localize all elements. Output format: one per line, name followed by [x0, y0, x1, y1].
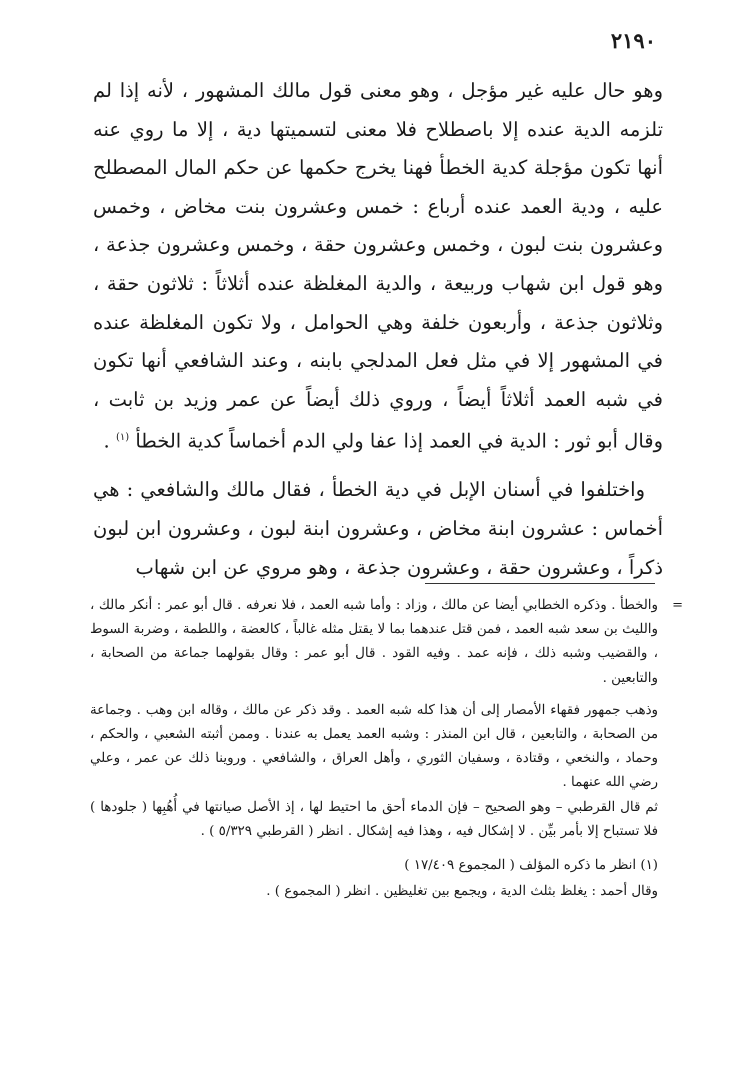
- footnote-reference: (١): [115, 432, 130, 444]
- paragraph-text: وهو حال عليه غير مؤجل ، وهو معنى قول مالك المشهور ، لأنه إذا لم تلزمه الدية عنده إلا باصطلاح فلا معنى لتسميتها دية ، إلا ما روي عنه أنها تكون مؤجلة كدية الخطأ فهنا يخرج حكمها عن حكم المال المصطلح عليه ، ودية العمد عنده أرباع : خمس وعشرون بنت مخاض ، وخمس وعشرون بنت لبون ، وخمس وعشرون حقة ، وخمس وعشرون جذعة ، وهو قول ابن شهاب وربيعة ، والدية المغلظة عنده أثلاثاً : ثلاثون حقة ، وثلاثون جذعة ، وأربعون خلفة وهي الحوامل ، ولا تكون المغلظة عنده في المشهور إلا في مثل فعل المدلجي بابنه ، وعند الشافعي أنها تكون في شبه العمد أثلاثاً أيضاً ، وروي ذلك أيضاً عن عمر وزيد بن ثابت ، وقال أبو ثور : الدية في العمد إذا عفا ولي الدم أخماساً كدية الخطأ: [93, 79, 663, 453]
- footnote-separator: [425, 583, 655, 584]
- footnote-continuation: [90, 594, 683, 691]
- main-text: [93, 72, 663, 587]
- footnote-1: (١) انظر ما ذكره المؤلف ( المجموع ١٧/٤٠٩ ): [404, 858, 658, 874]
- paragraph-end: .: [103, 429, 116, 453]
- footnote-text: وذهب جمهور فقهاء الأمصار إلى أن هذا كله شبه العمد . وقد ذكر عن مالك ، وقاله ابن وهب . وجماعة من الصحابة ، والتابعين ، قال ابن المنذر : وشبه العمد يعمل به عندنا . وممن أثبته الشعبي ، والحكم ، وحماد ، والنخعي ، وقتادة ، وسفيان الثوري ، وأهل العراق ، والشافعي . وروينا ذلك عن عمر ، وعلي رضي الله عنهما .: [90, 702, 659, 791]
- page-number: ٢١٩٠: [610, 28, 656, 53]
- footnote-text: والخطأ . وذكره الخطابي أيضا عن مالك ، وزاد : وأما شبه العمد ، فلا نعرفه . قال أبو عمر : أنكر مالك ، والليث بن سعد شبه العمد ، فمن قتل عندهما بما لا يقتل مثله غالباً ، كالعضة ، واللطمة ، وضربة السوط ، والقضيب وشبه ذلك ، فإنه عمد . وفيه القود . قال أبو عمر : وقال بقولهما جماعة من الصحابة ، والتابعين .: [90, 598, 658, 686]
- main-paragraph: [93, 72, 663, 461]
- footnote-text: ثم قال القرطبي – وهو الصحيح – فإن الدماء أحق ما احتيط لها ، إذ الأصل صيانتها في أُهُبِها ( جلودها ) فلا تستباح إلا بأمر بيِّن . لا إشكال فيه ، وهذا فيه إشكال . انظر ( القرطبي ٥/٣٢٩ ) .: [90, 799, 658, 839]
- main-paragraph: واختلفوا في أسنان الإبل في دية الخطأ ، فقال مالك والشافعي : هي أخماس : عشرون ابنة مخاض ، وعشرون ابنة لبون ، وعشرون ابن لبون ذكراً ، وعشرون حقة ، وعشرون جذعة ، وهو مروي عن ابن شهاب: [93, 478, 663, 579]
- continuation-mark: =: [672, 598, 683, 613]
- footnotes: [90, 594, 683, 904]
- footnote-text: وقال أحمد : يغلظ بثلث الدية ، ويجمع بين تغليظين . انظر ( المجموع ) .: [266, 884, 658, 900]
